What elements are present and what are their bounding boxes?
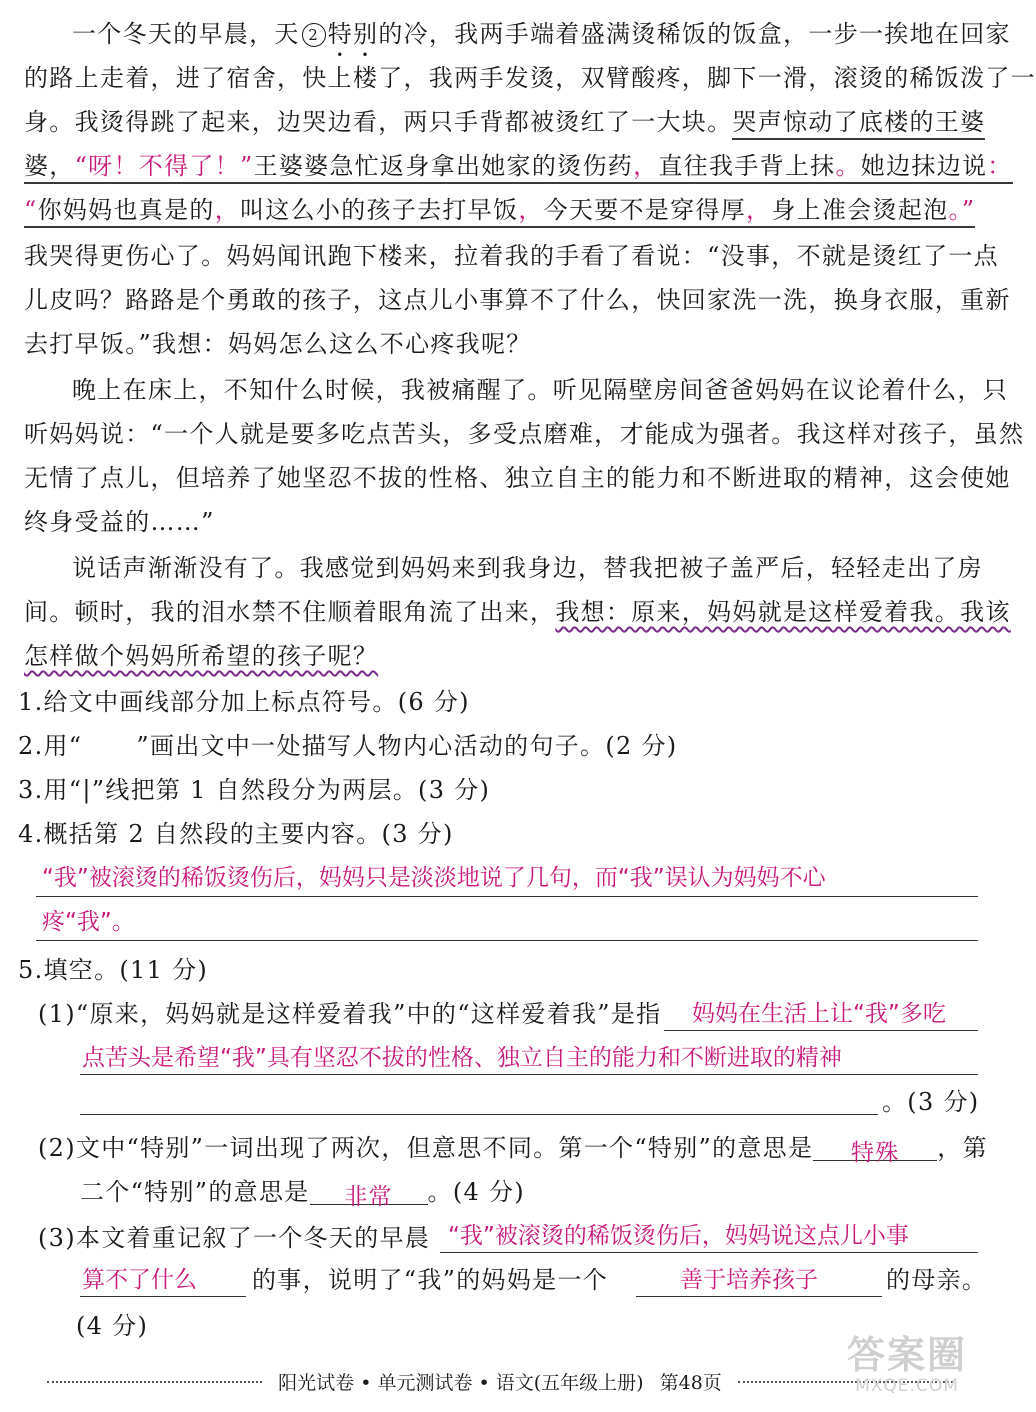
answer-q4-line2: 疼“我”。 — [42, 909, 135, 935]
wavy-underlined-sentence: 怎样做个妈妈所希望的孩子呢？ — [24, 642, 379, 670]
question-5-3-cont: 的事，说明了“我”的妈妈是一个 — [252, 1266, 609, 1294]
passage-line: 间。顿时，我的泪水禁不住顺着眼角流了出来，我想：原来，妈妈就是这样爱着我。我该 — [24, 598, 1011, 626]
score-5-3: (4 分) — [76, 1312, 149, 1340]
answer-line — [664, 1030, 978, 1031]
underlined-sentence: 哭声惊动了底楼的王婆 — [732, 108, 985, 140]
page-number: 第48页 — [659, 1372, 722, 1394]
answer-5-2-first: 特殊 — [850, 1140, 900, 1166]
answer-line — [80, 1296, 246, 1297]
passage-line: 晚上在床上，不知什么时候，我被痛醒了。听见隔壁房间爸爸妈妈在议论着什么，只 — [72, 376, 1009, 404]
added-punctuation: “呀！不得了！” — [74, 152, 254, 180]
passage-line: 婆，“呀！不得了！”王婆婆急忙返身拿出她家的烫伤药，直往我手背上抹。她边抹边说： — [24, 146, 979, 186]
answer-line — [80, 1114, 878, 1115]
site-watermark: 答案圈 MXQE.COM — [846, 1333, 967, 1396]
question-4: 4.概括第 2 自然段的主要内容。(3 分) — [18, 820, 454, 848]
passage-line: “你妈妈也真是的，叫这么小的孩子去打早饭，今天要不是穿得厚，身上准会烫起泡。” — [24, 190, 979, 230]
answer-line — [636, 1296, 882, 1297]
footer-divider — [47, 1381, 262, 1383]
question-5-3-end: 的母亲。 — [886, 1266, 988, 1294]
answer-5-3-part2: 算不了什么 — [82, 1267, 197, 1293]
question-5: 5.填空。(11 分) — [18, 956, 209, 984]
passage-line: 听妈妈说：“一个人就是要多吃点苦头，多受点磨难，才能成为强者。我这样对孩子，虽然 — [24, 420, 1025, 448]
answer-5-3-line1: “我”被滚烫的稀饭烫伤后，妈妈说这点儿小事 — [448, 1223, 909, 1249]
passage-line: 儿皮吗？路路是个勇敢的孩子，这点儿小事算不了什么，快回家洗一洗，换身衣服，重新 — [24, 286, 1011, 314]
question-2: 2.用“ ”画出文中一处描写人物内心活动的句子。(2 分) — [18, 732, 678, 760]
question-5-1: (1)“原来，妈妈就是这样爱着我”中的“这样爱着我”是指 — [38, 1000, 662, 1028]
question-3: 3.用“|”线把第 1 自然段分为两层。(3 分) — [18, 776, 491, 804]
answer-5-1-line1: 妈妈在生活上让“我”多吃 — [692, 1001, 946, 1027]
passage-line: 一个冬天的早晨，天 2 特别的冷，我两手端着盛满烫稀饭的饭盒，一步一挨地在回家 — [72, 20, 1011, 48]
passage-line: 身。我烫得跳了起来，边哭边看，两只手背都被烫红了一大块。哭声惊动了底楼的王婆 — [24, 102, 979, 142]
passage-line: 去打早饭。”我想：妈妈怎么这么不心疼我呢？ — [24, 330, 532, 358]
answer-5-1-line2: 点苦头是希望“我”具有坚忍不拔的性格、独立自主的能力和不断进取的精神 — [82, 1045, 842, 1071]
passage-line — [24, 636, 979, 676]
wavy-underlined-sentence: 我想：原来，妈妈就是这样爱着我。我该 — [555, 598, 1011, 626]
passage-line: 我哭得更伤心了。妈妈闻讯跑下楼来，拉着我的手看了看说：“没事，不就是烫红了一点 — [24, 242, 999, 270]
passage-line: 说话声渐渐没有了。我感觉到妈妈来到我身边，替我把被子盖严后，轻轻走出了房 — [72, 554, 983, 582]
answer-q4-line1: “我”被滚烫的稀饭烫伤后，妈妈只是淡淡地说了几句，而“我”误认为妈妈不心 — [42, 865, 826, 891]
question-5-2: (2)文中“特别”一词出现了两次，但意思不同。第一个“特别”的意思是 特殊 ，第 — [38, 1134, 988, 1166]
footer-title: 阳光试卷 • 单元测试卷 • 语文(五年级上册) — [278, 1372, 644, 1394]
question-1: 1.给文中画线部分加上标点符号。(6 分) — [18, 688, 470, 716]
passage-line: 无情了点儿，但培养了她坚忍不拔的性格、独立自主的能力和不断进取的精神，这会使她 — [24, 464, 1011, 492]
answer-line — [36, 940, 978, 941]
question-5-3: (3)本文着重记叙了一个冬天的早晨 — [38, 1224, 431, 1252]
circled-number-marker: 2 — [302, 23, 326, 47]
passage-line: 终身受益的……” — [24, 508, 215, 536]
score-5-1: 。(3 分) — [882, 1088, 980, 1116]
answer-line — [36, 896, 978, 897]
answer-5-3-part3: 善于培养孩子 — [680, 1267, 818, 1293]
question-5-2-cont: 二个“特别”的意思是 非常 。(4 分) — [80, 1178, 525, 1210]
answer-line — [80, 1074, 978, 1075]
answer-line — [440, 1252, 978, 1253]
passage-line: 的路上走着，进了宿舍，快上楼了，我两手发烫，双臂酸疼，脚下一滑，滚烫的稀饭泼了一 — [24, 64, 1036, 92]
answer-5-2-second: 非常 — [344, 1184, 393, 1210]
